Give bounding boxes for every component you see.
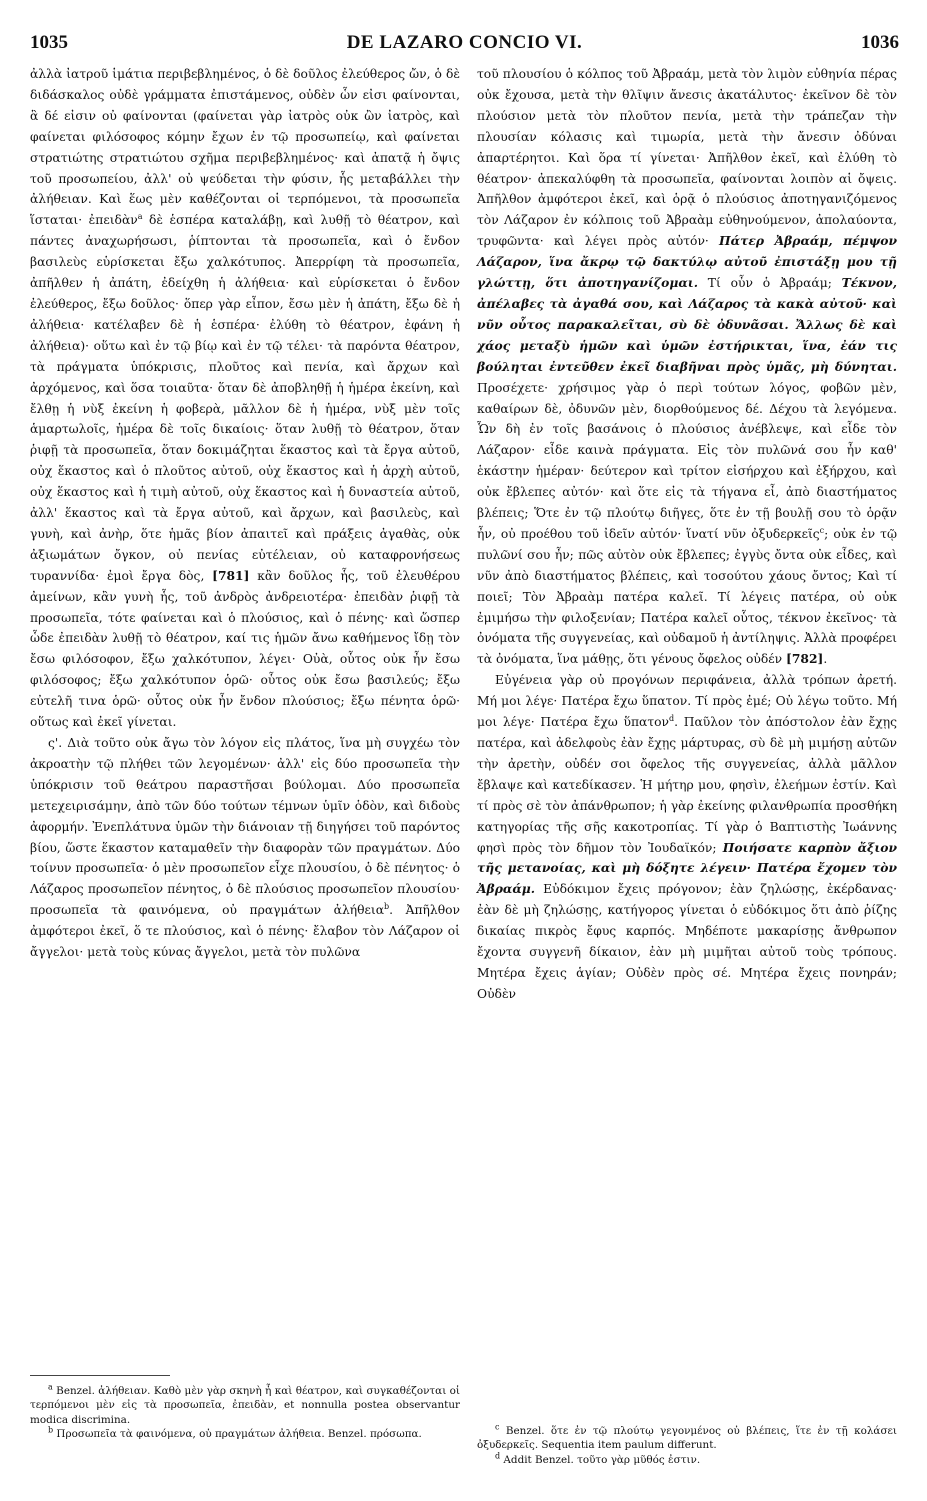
footnotes-right xyxy=(477,1424,897,1467)
quotation: Τέκνον, ἀπέλαβες τὰ ἀγαθά σου, καὶ Λάζαρος τὰ κακὰ αὐτοῦ· καὶ νῦν οὗτος παρακαλεῖται, σὺ δὲ ὀδυνᾶσαι. Ἄλλως δὲ καὶ χάος μεταξὺ ἡμῶν καὶ ὑμῶν ἐστήρικται, ἵνα, ἐάν τις βούληται ἐντεῦθεν ἐκεῖ διαβῆναι πρὸς ὑμᾶς, μὴ δύνηται. xyxy=(477,275,897,374)
footnote-marker-a: a xyxy=(137,212,143,222)
footnote-a: $^a$ Benzel. ἀλήθειαν. Καθὸ μὲν γὰρ σκηνὴ ἦ καὶ θέατρον, καὶ συγκαθέζονται οἱ τερπόμενοι μὲν εἰς τὰ προσωπεῖα, ἐπειδὰν, et nonnulla postea observantur modica discrimina. xyxy=(30,1382,460,1426)
footnote-b: $^b$ Προσωπεῖα τὰ φαινόμενα, οὐ πραγμάτων ἀλήθεια. Benzel. πρόσωπα. xyxy=(48,1425,422,1440)
page-reference-782: [782] xyxy=(786,651,824,667)
quotation: Πάτερ Ἀβραάμ, πέμψον Λάζαρον, ἵνα ἄκρῳ τῷ δακτύλῳ αὐτοῦ ἐπιστάξῃ μου τῇ γλώττῃ, ὅτι ἀποτηγανίζομαι. xyxy=(477,233,898,291)
quotation: Ποιήσατε καρπὸν ἄξιον τῆς μετανοίας, καὶ μὴ δόξητε λέγειν· Πατέρα ἔχομεν τὸν Ἀβραάμ. xyxy=(477,839,898,897)
page-reference-781: [781] xyxy=(212,567,250,583)
page-header xyxy=(30,32,899,58)
footnote-divider xyxy=(30,1375,170,1376)
running-title: DE LAZARO CONCIO VI. xyxy=(346,32,583,53)
left-paragraph-2: ς'. Διὰ τοῦτο οὐκ ἄγω τὸν λόγον εἰς πλάτος, ἵνα μὴ συγχέω τὸν ἀκροατὴν τῷ πλήθει τῶν λεγομένων· ἀλλ' εἰς δύο προσωπεῖα τὴν ὑπόκρισιν τοῦ θεάτρου παραστῆσαι βούλομαι. Δύο προσωπεῖα μετεχειρισάμην, ἀπὸ τῶν δύο τούτων τέμνων ὑμῖν ὁδὸν, καὶ διδοὺς ἀφορμήν. Ἐνεπλάτυνα ὑμῶν τὴν διάνοιαν τῇ διηγήσει τοῦ παρόντος βίου, ὥστε ἕκαστον καταμαθεῖν τὴν διαφορὰν τῶν πραγμάτων. Δύο τοίνυν προσωπεῖα· ὁ μὲν προσωπεῖον εἶχε πλουσίου, ὁ δὲ πένητος· ὁ Λάζαρος προσωπεῖον πένητος, ὁ δὲ πλούσιος προσωπεῖον πλουσίου· προσωπεῖα τὰ φαινόμενα, οὐ πραγμάτων ἀλήθεια$^b$. Ἀπῆλθον ἀμφότεροι ἐκεῖ, ὅ τε πλούσιος, καὶ ὁ πένης· ἔλαβον τὸν Λάζαρον οἱ ἄγγελοι· μετὰ τοὺς κύνας ἄγγελοι, μετὰ τὸν πυλῶνα xyxy=(30,736,460,960)
page-number-right: 1036 xyxy=(861,32,899,53)
footnote-marker-b: b xyxy=(384,902,390,912)
page-number-left: 1035 xyxy=(30,32,68,53)
left-paragraph-1: ἀλλὰ ἰατροῦ ἱμάτια περιβεβλημένος, ὁ δὲ δοῦλος ἐλεύθερος ὤν, ὁ δὲ διδάσκαλος οὐδὲ γράμματα ἐπιστάμενος, οὐδὲν ὧν εἰσι φαίνονται, ἃ δέ εἰσιν οὐ φαίνονται (φαίνεται γὰρ ἰατρὸς οὐκ ὢν ἰατρὸς, καὶ φαίνεται φιλόσοφος κόμην ἔχων ἐν τῷ προσωπείῳ, καὶ φαίνεται στρατιώτης στρατιώτου σχῆμα περιβεβλημένος· καὶ ἀπατᾷ ἡ ὄψις τοῦ προσωπείου, ἀλλ' οὐ ψεύδεται τὴν φύσιν, ἧς μεταβάλλει τὴν ἀλήθειαν. Καὶ ἕως μὲν καθέζονται οἱ τερπόμενοι, τὰ προσωπεῖα ἵσταται· ἐπειδὰν$^a$ δὲ ἑσπέρα καταλάβῃ, καὶ λυθῇ τὸ θέατρον, καὶ πάντες ἀναχωρήσωσι, ῥίπτονται τὰ προσωπεῖα, καὶ ὁ ἔνδον βασιλεὺς εὑρίσκεται ἔξω χαλκότυπος. Ἀπερρίφη τὰ προσωπεῖα, ἀπῆλθεν ἡ ἀπάτη, ἐδείχθη ἡ ἀλήθεια· καὶ εὑρίσκεται ὁ ἔνδον ἐλεύθερος, ἔξω δοῦλος· ὅπερ γὰρ εἶπον, ἔσω μὲν ἡ ἀπάτη, ἔξω δὲ ἡ ἀλήθεια· κατέλαβεν δὲ ἡ ἑσπέρα· ἐλύθη τὸ θέατρον, ἐφάνη ἡ ἀλήθεια)· οὕτω καὶ ἐν τῷ βίῳ καὶ ἐν τῷ τέλει· τὰ παρόντα θέατρον, τὰ πράγματα ὑπόκρισις, πλοῦτος καὶ πενία, καὶ ἄρχων καὶ ἀρχόμενος, καὶ ὅσα τοιαῦτα· ὅταν δὲ ἀποβληθῇ ἡ ἡμέρα ἐκείνη, καὶ ἔλθῃ ἡ νὺξ ἐκείνη ἡ φοβερὰ, μᾶλλον δὲ ἡ ἡμέρα, νὺξ μὲν τοῖς ἁμαρτωλοῖς, ἡμέρα δὲ τοῖς δικαίοις· ὅταν λυθῇ τὸ θέατρον, ὅταν ῥιφῇ τὰ προσωπεῖα, ὅταν δοκιμάζηται ἕκαστος καὶ τὰ ἔργα αὐτοῦ, οὐχ ἕκαστος καὶ ὁ πλοῦτος αὐτοῦ, οὐχ ἕκαστος καὶ ἡ ἀρχὴ αὐτοῦ, οὐχ ἕκαστος καὶ ἡ τιμὴ αὐτοῦ, οὐχ ἕκαστος καὶ ἡ δυναστεία αὐτοῦ, ἀλλ' ἕκαστος καὶ τὰ ἔργα αὐτοῦ, καὶ ἄρχων, καὶ βασιλεὺς, καὶ γυνὴ, καὶ ἀνὴρ, ὅτε ἡμᾶς βίον ἀπαιτεῖ καὶ πράξεις ἀγαθὰς, οὐκ ἀξιωμάτων ὄγκον, οὐ πενίας εὐτέλειαν, οὐ καταφρονήσεως τυραννίδα· ἐμοὶ ἔργα δὸς, [781] κἂν δοῦλος ἧς, τοῦ ἐλευθέρου ἀμείνων, κἂν γυνὴ ἧς, τοῦ ἀνδρὸς ἀνδρειοτέρα· ἐπειδὰν ῥιφῇ τὰ προσωπεῖα, τότε φαίνεται καὶ ὁ πλούσιος, καὶ ὁ πένης· καὶ ὥσπερ ὧδε ἐπειδὰν λυθῇ τὸ θέατρον, καί τις ἡμῶν ἄνω καθήμενος ἴδῃ τὸν ἔσω φιλόσοφον, ἔξω χαλκότυπον, λέγει· Οὐὰ, οὗτος οὐκ ἦν ἔσω φιλόσοφος; ἔξω χαλκότυπον ὁρῶ· οὗτος οὐκ ἔσω βασιλεύς; ἔξω εὐτελῆ τινα ὁρῶ· οὗτος οὐκ ἦν ἔνδον πλούσιος; ἔξω πένητα ὁρῶ· οὕτως καὶ ἐκεῖ γίνεται. xyxy=(30,67,460,730)
footnote-marker-d: d xyxy=(669,714,675,723)
left-column xyxy=(30,64,460,963)
footnote-c: $^c$ Benzel. ὅτε ἐν τῷ πλούτῳ γεγονμένος οὐ βλέπεις, ἵτε ἐν τῇ κολάσει ὀξυδερκεῖς. Sequentia item paulum differunt. xyxy=(477,1422,897,1452)
footnotes-left xyxy=(30,1384,460,1441)
right-paragraph-1: τοῦ πλουσίου ὁ κόλπος τοῦ Ἀβραάμ, μετὰ τὸν λιμὸν εὐθηνία πέρας οὐκ ἔχουσα, μετὰ τὴν θλῖψιν ἄνεσις ἀκατάλυτος· ἐκεῖνον δὲ τὸν πλούσιον μετὰ τὸν πλοῦτον πενία, μετὰ τὴν τράπεζαν τὴν πλουσίαν κόλασις καὶ τιμωρία, μετὰ τὴν ἄνεσιν ὀδύναι ἀπαρτέρητοι. Καὶ ὅρα τί γίνεται· Ἀπῆλθον ἐκεῖ, καὶ ἐλύθη τὸ θέατρον· ἀπεκαλύφθη τὰ προσωπεῖα, φαίνονται λοιπὸν αἱ ὄψεις. Ἀπῆλθον ἀμφότεροι ἐκεῖ, καὶ ὁρᾷ ὁ πλούσιος ἀποτηγανιζόμενος τὸν Λάζαρον ἐν κόλποις τοῦ Ἀβραὰμ εὐθηνούμενον, ἀπολαύοντα, τρυφῶντα· καὶ λέγει πρὸς αὐτόν· Πάτερ Ἀβραάμ, πέμψον Λάζαρον, ἵνα ἄκρῳ τῷ δακτύλῳ αὐτοῦ ἐπιστάξῃ μου τῇ γλώττῃ, ὅτι ἀποτηγανίζομαι. Τί οὖν ὁ Ἀβραάμ; Τέκνον, ἀπέλαβες τὰ ἀγαθά σου, καὶ Λάζαρος τὰ κακὰ αὐτοῦ· καὶ νῦν οὗτος παρακαλεῖται, σὺ δὲ ὀδυνᾶσαι. Ἄλλως δὲ καὶ χάος μεταξὺ ἡμῶν καὶ ὑμῶν ἐστήρικται, ἵνα, ἐάν τις βούληται ἐντεῦθεν ἐκεῖ διαβῆναι πρὸς ὑμᾶς, μὴ δύνηται. Προσέχετε· χρήσιμος γὰρ ὁ περὶ τούτων λόγος, φοβῶν μὲν, καθαίρων δὲ, ὀδυνῶν μὲν, διορθούμενος δέ. Δέχου τὰ λεγόμενα. Ὧν δὴ ἐν τοῖς βασάνοις ὁ πλούσιος ἀνέβλεψε, καὶ εἶδε τὸν Λάζαρον· εἶδε καινὰ πράγματα. Εἰς τὸν πυλῶνά σου ἦν καθ' ἑκάστην ἡμέραν· δεύτερον καὶ τρίτον εἰσήρχου καὶ ἐξήρχου, καὶ οὐκ ἔβλεπες αὐτόν· καὶ ὅτε εἰς τὰ τήγανα εἶ, ἀπὸ διαστήματος βλέπεις; Ὅτε ἐν τῷ πλούτῳ διῆγες, ὅτε ἐν τῇ βουλῇ σου τὸ ὁρᾷν ἦν, οὐ προέθου τοῦ ἰδεῖν αὐτόν· ἵνατί νῦν ὀξυδερκεῖς$^c$; οὐκ ἐν τῷ πυλῶνί σου ἦν; πῶς αὐτὸν οὐκ ἔβλεπες; ἐγγὺς ὄντα οὐκ εἶδες, καὶ νῦν ἀπὸ διαστήματος βλέπεις, καὶ τοσούτου χάους ὄντος; Καὶ τί ποιεῖ; Τὸν Ἀβραὰμ πατέρα καλεῖ. Τί λέγεις πατέρα, οὐ οὐκ ἐμιμήσω τὴν φιλοξενίαν; Πατέρα καλεῖ οὗτος, τέκνον ἐκεῖνος· τὰ ὀνόματα τῆς συγγενείας, καὶ οὐδαμοῦ ἡ ἀντίληψις. Ἀλλὰ προφέρει τὰ ὀνόματα, ἵνα μάθῃς, ὅτι γένους ὄφελος οὐδέν [782]. xyxy=(477,67,898,667)
right-column xyxy=(477,64,897,1005)
footnote-marker-c: c xyxy=(819,525,825,535)
footnote-d: $^d$ Addit Benzel. τοῦτο γὰρ μῦθός ἐστιν. xyxy=(495,1451,701,1466)
right-paragraph-2: Εὐγένεια γὰρ οὐ προγόνων περιφάνεια, ἀλλὰ τρόπων ἀρετή. Μή μοι λέγε· Πατέρα ἔχω ὕπατον. Τί πρὸς ἐμέ; Οὐ λέγω τοῦτο. Μή μοι λέγε· Πατέρα ἔχω ὕπατον$^d$. Παῦλον τὸν ἀπόστολον ἐὰν ἔχῃς πατέρα, καὶ ἀδελφοὺς ἐὰν ἔχῃς μάρτυρας, σὺ δὲ μὴ μιμήσῃ αὐτῶν τὴν ἀρετὴν, οὐδέν σοι ὄφελος τῆς συγγενείας, ἀλλὰ μᾶλλον ἔβλαψε καὶ κατεδίκασεν. Ἡ μήτηρ μου, φησὶν, ἐλεήμων ἐστίν. Καὶ τί πρὸς σὲ τὸν ἀπάνθρωπον; ἡ γὰρ ἐκείνης φιλανθρωπία προσθήκη κατηγορίας τῆς σῆς κακοτροπίας. Τί γὰρ ὁ Βαπτιστὴς Ἰωάννης φησὶ πρὸς τὸν δῆμον τὸν Ἰουδαϊκόν; Ποιήσατε καρπὸν ἄξιον τῆς μετανοίας, καὶ μὴ δόξητε λέγειν· Πατέρα ἔχομεν τὸν Ἀβραάμ. Εὐδόκιμον ἔχεις πρόγονον; ἐὰν ζηλώσῃς, ἐκέρδανας· ἐὰν δὲ μὴ ζηλώσῃς, κατήγορος γίνεται ὁ εὐδόκιμος ὅτι ἀπὸ ῥίζης δικαίας πικρὸς ἔφυς καρπός. Μηδέποτε μακαρίσῃς ἄνθρωπον ἔχοντα συγγενῆ δίκαιον, ἐὰν μὴ μιμῆται αὐτοῦ τοὺς τρόπους. Μητέρα ἔχεις ἁγίαν; Οὐδὲν πρὸς σέ. Μητέρα ἔχεις πονηράν; Οὐδὲν xyxy=(477,673,898,1001)
